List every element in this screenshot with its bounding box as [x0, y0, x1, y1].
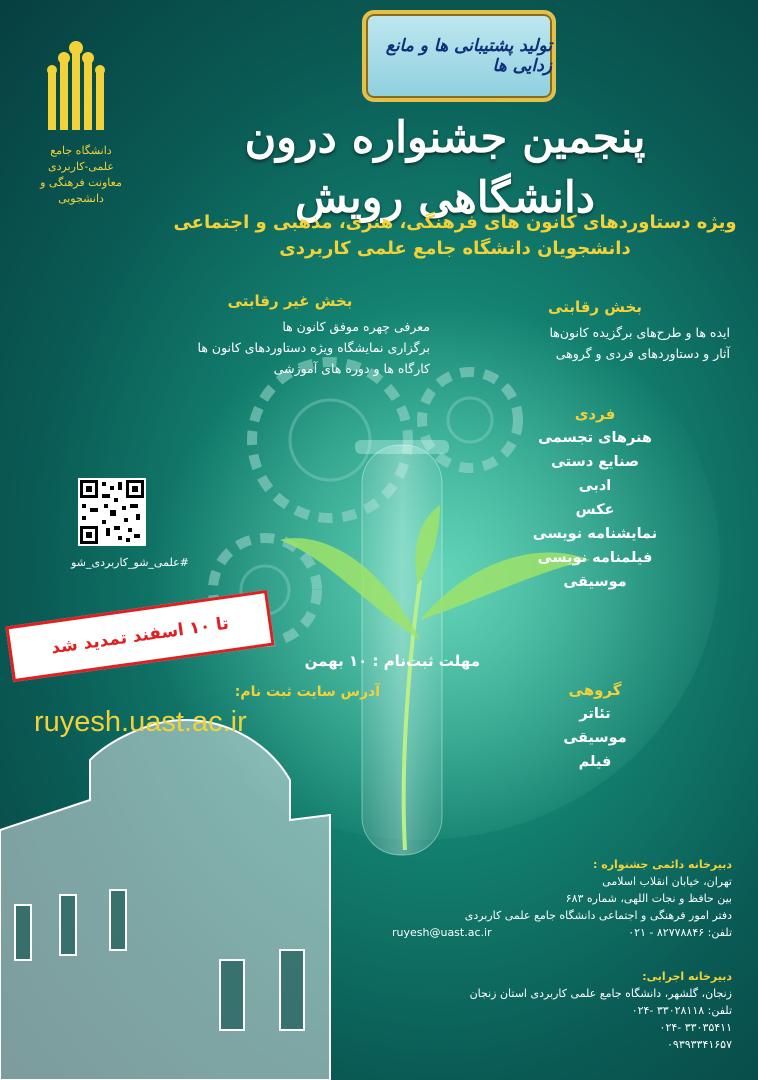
- list-item: معرفی چهره موفق کانون ها: [282, 319, 430, 334]
- executive-secretariat: [372, 968, 732, 1053]
- page-title: پنجمین جشنواره درون دانشگاهی رویش: [244, 113, 646, 223]
- list-item: نمایشنامه نویسی: [532, 526, 658, 542]
- secretariat-title: دبیرخانه دائمی جشنواره :: [592, 858, 732, 871]
- site-label: آدرس سایت ثبت نام:: [234, 684, 380, 700]
- group-categories: [470, 678, 720, 774]
- address-line: زنجان، گلشهر، دانشگاه جامع علمی کاربردی استان زنجان: [469, 987, 732, 1000]
- group-title: گروهی: [568, 681, 622, 699]
- list-item: عکس: [575, 502, 615, 518]
- logo-emblem-icon: [26, 40, 136, 135]
- university-logo: [26, 40, 136, 207]
- list-item: ادبی: [578, 478, 612, 494]
- phone-line: ۰۹۳۹۳۳۴۱۶۵۷: [667, 1038, 732, 1051]
- individual-categories: [470, 402, 720, 594]
- non-competitive-title: بخش غیر رقابتی: [227, 292, 353, 310]
- address-line: بین حافظ و نجات اللهی، شماره ۶۸۳: [565, 892, 732, 905]
- qr-code[interactable]: [78, 478, 146, 546]
- logo-line-3: معاونت فرهنگی و دانشجویی: [40, 176, 122, 205]
- slogan-badge: [362, 10, 556, 102]
- subtitle-line-1: ویژه دستاوردهای کانون های فرهنگی، هنری، مذهبی و اجتماعی: [173, 212, 737, 233]
- stamp-text: تا ۱۰ اسفند تمدید شد: [49, 613, 231, 659]
- exec-title: دبیرخانه اجرایی:: [642, 970, 732, 983]
- list-item: هنرهای تجسمی: [538, 430, 652, 446]
- list-item: ایده ها و طرح‌های برگزیده کانون‌ها: [549, 325, 730, 340]
- badge-text: تولید پشتیبانی ها و مانع زدایی ها: [385, 36, 552, 76]
- individual-title: فردی: [574, 405, 616, 423]
- logo-line-2: علمی-کاربردی: [48, 160, 114, 173]
- list-item: فیلمنامه نویسی: [537, 550, 653, 566]
- qr-code-icon: [80, 480, 144, 544]
- secretariat-email[interactable]: ruyesh@uast.ac.ir: [392, 926, 492, 939]
- list-item: فیلم: [578, 754, 612, 770]
- permanent-secretariat: [372, 856, 732, 941]
- list-item: برگزاری نمایشگاه ویژه دستاوردهای کانون ها: [197, 340, 430, 355]
- dome-building-illustration: [0, 720, 330, 1080]
- list-item: تئاتر: [579, 706, 611, 722]
- competitive-title: بخش رقابتی: [548, 298, 642, 316]
- list-item: صنایع دستی: [550, 454, 640, 470]
- list-item: آثار و دستاوردهای فردی و گروهی: [555, 346, 730, 361]
- non-competitive-section: [150, 292, 430, 379]
- phone-line: ۳۳۰۳۵۴۱۱ -۰۲۴: [659, 1021, 732, 1034]
- logo-line-1: دانشگاه جامع: [50, 144, 112, 157]
- secretariat-phone: تلفن: ۸۲۷۷۸۸۴۶ - ۰۲۱: [628, 926, 732, 939]
- registration-deadline: مهلت ثبت‌نام : ۱۰ بهمن: [304, 652, 480, 670]
- hashtag: #علمی_شو_کاربردی_شو: [71, 556, 189, 569]
- subtitle: [160, 210, 750, 262]
- phone-line: تلفن: ۳۳۰۲۸۱۱۸ -۰۲۴: [631, 1004, 732, 1017]
- list-item: موسیقی: [563, 730, 627, 746]
- list-item: کارگاه ها و دوره های آموزشی: [273, 361, 430, 376]
- competitive-section: [460, 298, 730, 364]
- registration-site-link[interactable]: ruyesh.uast.ac.ir: [34, 706, 247, 738]
- list-item: موسیقی: [563, 574, 627, 590]
- address-line: دفتر امور فرهنگی و اجتماعی دانشگاه جامع علمی کاربردی: [464, 909, 732, 922]
- address-line: تهران، خیابان انقلاب اسلامی: [602, 875, 732, 888]
- subtitle-line-2: دانشجویان دانشگاه جامع علمی کاربردی: [279, 238, 631, 259]
